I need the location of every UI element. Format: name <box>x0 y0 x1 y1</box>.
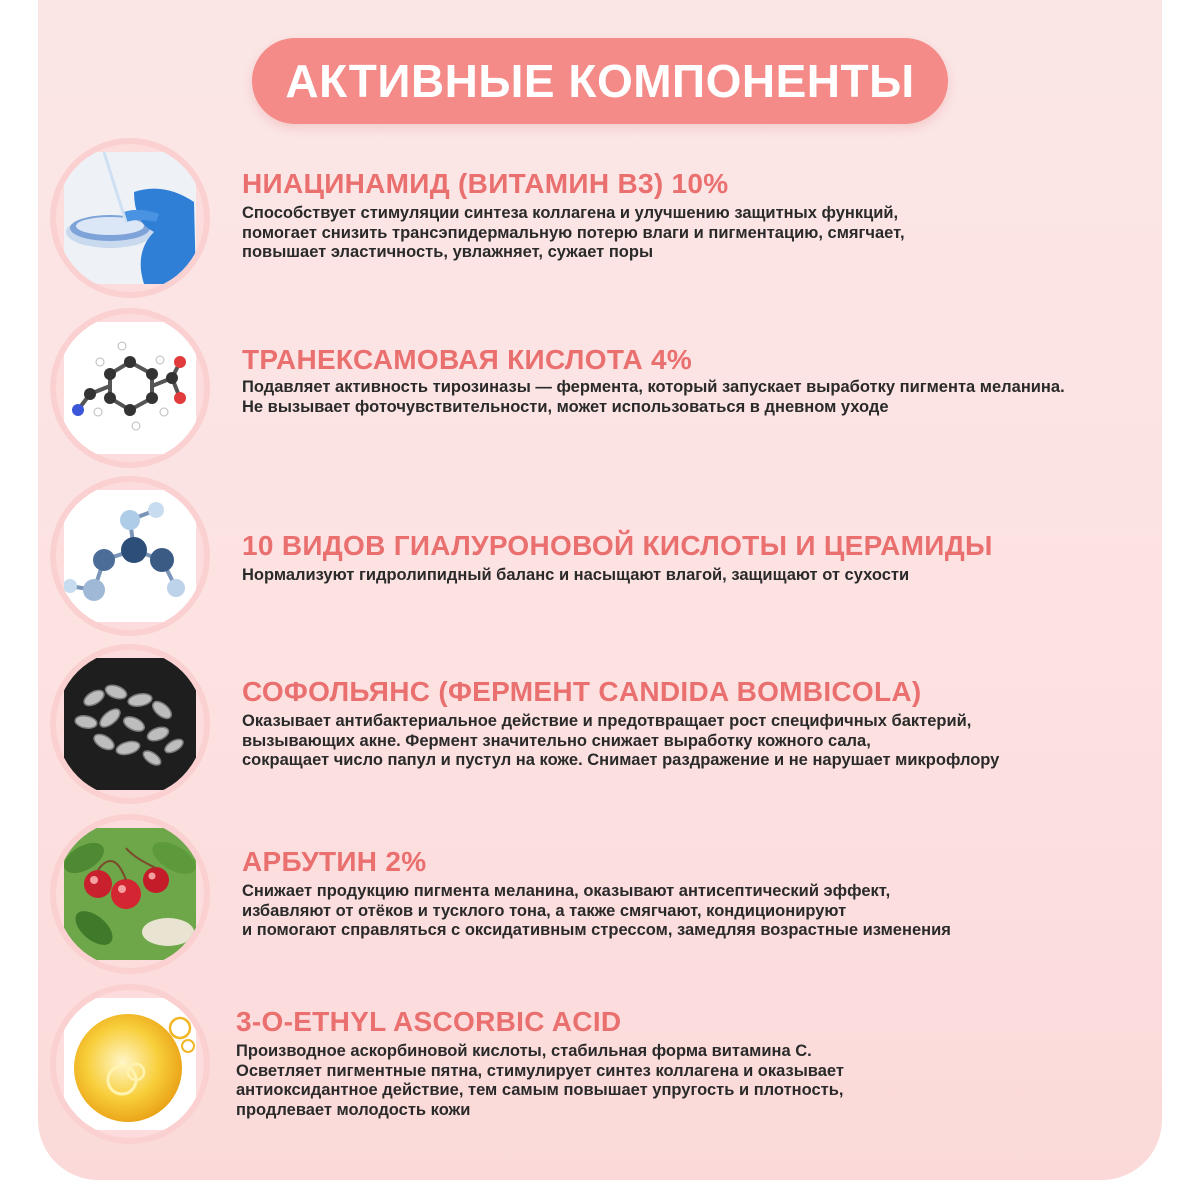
ingredient-heading: ТРАНЕКСАМОВАЯ КИСЛОТА 4% <box>242 344 693 375</box>
bacteria-microscope-icon <box>64 658 196 790</box>
ingredient-image-circle <box>50 814 210 974</box>
ingredient-item-arbutin <box>50 814 1150 984</box>
ingredient-description: Оказывает антибактериальное действие и предотвращает рост специфичных бактерий, вызывающих акне. Фермент значительно снижает выработку кожного сала, сокращает число папул и пустул на коже. Снимает раздражение и не нарушает микрофлору <box>242 712 1000 769</box>
ingredient-description: Нормализуют гидролипидный баланс и насыщают влагой, защищают от сухости <box>242 566 910 584</box>
page-title-banner <box>252 38 948 124</box>
ingredient-item-tranexamic <box>50 308 1150 478</box>
ingredient-heading: СОФОЛЬЯНС (ФЕРМЕНТ CANDIDA BOMBICOLA) <box>242 676 922 707</box>
petri-dish-glove-icon <box>64 152 196 284</box>
ingredient-image-circle <box>50 644 210 804</box>
ingredient-heading: АРБУТИН 2% <box>242 846 427 877</box>
ingredient-image-circle <box>50 476 210 636</box>
oil-drop-icon <box>64 998 196 1130</box>
ingredient-item-ethyl-ascorbic <box>50 984 1150 1154</box>
ingredient-description: Снижает продукцию пигмента меланина, оказывают антисептический эффект, избавляют от отёков и тусклого тона, а также смягчают, кондиционируют и помогают справляться с оксидативным стрессом, замедляя возрастные изменения <box>242 882 951 939</box>
ingredient-heading: НИАЦИНАМИД (ВИТАМИН B3) 10% <box>242 168 729 199</box>
ingredient-item-niacinamide <box>50 138 1150 308</box>
ingredient-heading: 10 ВИДОВ ГИАЛУРОНОВОЙ КИСЛОТЫ И ЦЕРАМИДЫ <box>242 530 993 561</box>
ingredient-image-circle <box>50 308 210 468</box>
ingredient-item-sophorolipid <box>50 644 1150 814</box>
hyaluronic-molecule-icon <box>64 490 196 622</box>
ingredient-description: Производное аскорбиновой кислоты, стабильная форма витамина С. Осветляет пигментные пятна, стимулирует синтез коллагена и оказывает антиоксидантное действие, тем самым повышает упругость и плотность, продлевает молодость кожи <box>236 1042 844 1119</box>
ingredient-item-hyaluronic <box>50 476 1150 646</box>
ingredient-description: Подавляет активность тирозиназы — фермента, который запускает выработку пигмента меланина. Не вызывает фоточувствительности, может использоваться в дневном уходе <box>242 378 1065 416</box>
page-title: АКТИВНЫЕ КОМПОНЕНТЫ <box>285 55 915 107</box>
ingredient-heading: 3-O-ETHYL ASCORBIC ACID <box>236 1006 622 1037</box>
ingredient-description: Способствует стимуляции синтеза коллагена и улучшению защитных функций, помогает снизить трансэпидермальную потерю влаги и пигментацию, смягчает, повышает эластичность, увлажняет, сужает поры <box>242 204 905 261</box>
ingredient-image-circle <box>50 984 210 1144</box>
molecule-structure-icon <box>64 322 196 454</box>
ingredient-image-circle <box>50 138 210 298</box>
berries-icon <box>64 828 196 960</box>
